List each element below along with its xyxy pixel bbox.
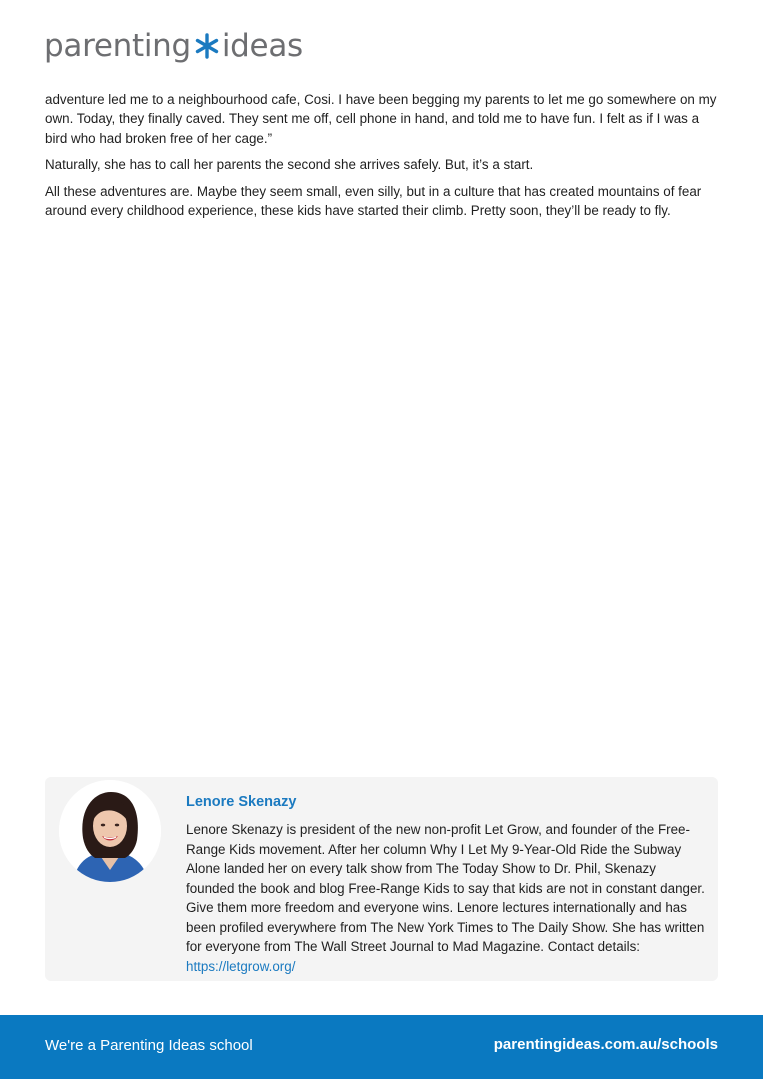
- footer-school-text: We're a Parenting Ideas school: [45, 1037, 253, 1054]
- author-name: Lenore Skenazy: [186, 794, 297, 810]
- author-card: [45, 777, 718, 981]
- article-paragraph: All these adventures are. Maybe they seem small, even silly, but in a culture that has created mountains of fear around every childhood experience, these kids have started their climb. Pretty soon, they’ll be ready to fly.: [45, 183, 702, 219]
- logo-text-ideas: ideas: [221, 28, 303, 64]
- article-body: [45, 90, 719, 227]
- article-paragraph: adventure led me to a neighbourhood cafe, Cosi. I have been begging my parents to let me go somewhere on my own. Today, they finally caved. They sent me off, cell phone in hand, and told me to have fun. I felt as if I was a bird who had broken free of her cage.”: [45, 92, 717, 146]
- asterisk-icon: [194, 33, 220, 59]
- author-avatar: [59, 780, 161, 882]
- logo-text-parenting: parenting: [44, 28, 191, 64]
- author-contact-link[interactable]: https://letgrow.org/: [186, 958, 296, 974]
- parenting-ideas-logo: [44, 26, 303, 66]
- author-bio: [186, 820, 706, 976]
- author-portrait-icon: [59, 780, 161, 882]
- footer-website-link[interactable]: parentingideas.com.au/schools: [493, 1036, 718, 1053]
- author-bio-text: Lenore Skenazy is president of the new non-profit Let Grow, and founder of the Free-Range Kids movement. After her column Why I Let My 9-Year-Old Ride the Subway Alone landed her on every talk show from The Today Show to Dr. Phil, Skenazy founded the book and blog Free-Range Kids to say that kids are not in constant danger. Give them more freedom and everyone wins. Lenore lectures internationally and has been profiled everywhere from The New York Times to The Daily Show. She has written for everyone from The Wall Street Journal to Mad Magazine. Contact details:: [186, 822, 705, 954]
- article-paragraph: Naturally, she has to call her parents the second she arrives safely. But, it’s a start.: [45, 157, 534, 173]
- footer-bar: [0, 1015, 763, 1079]
